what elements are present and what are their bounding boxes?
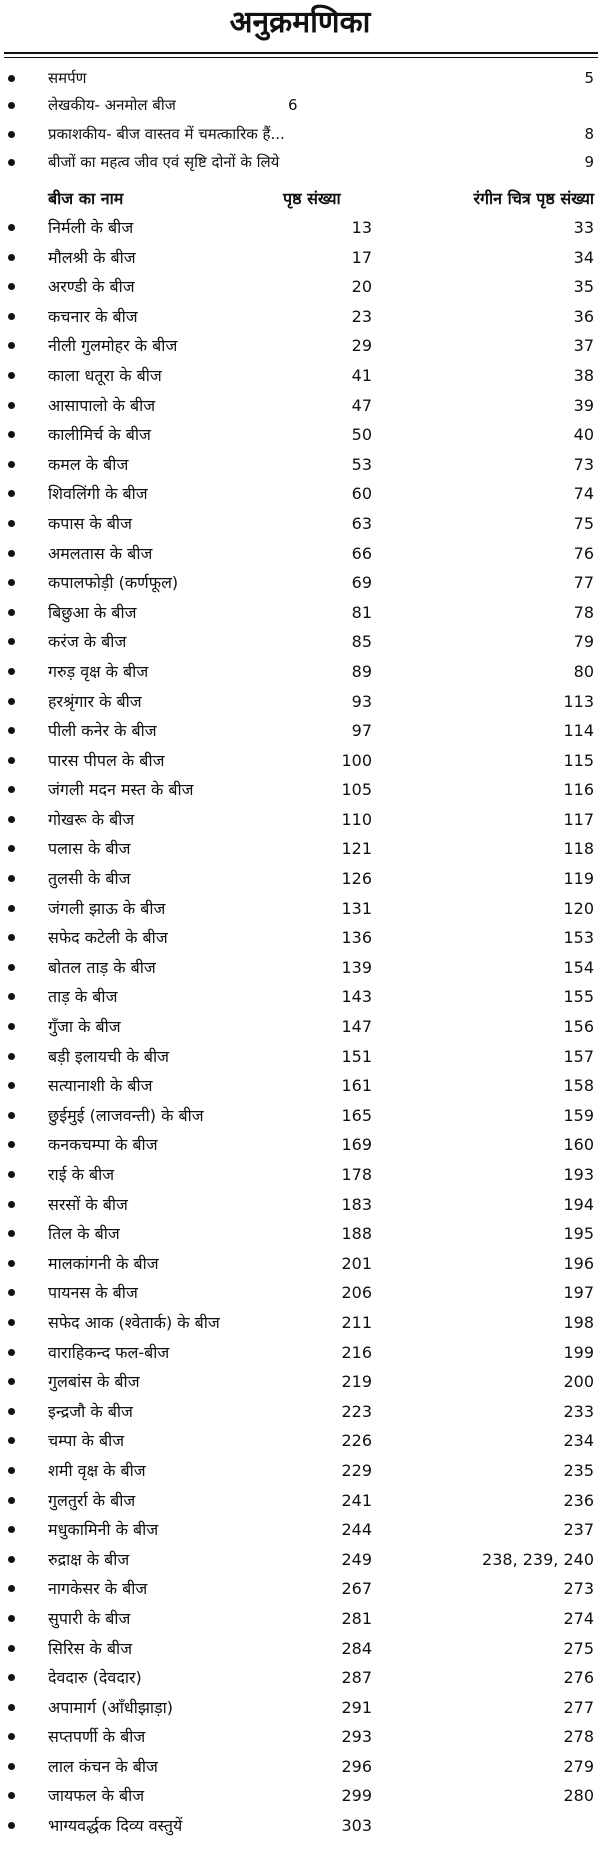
table-row — [0, 1101, 600, 1131]
color-page-number: 198 — [563, 1312, 594, 1332]
bullet-icon — [8, 698, 15, 705]
seed-name: पीली कनेर के बीज — [48, 721, 157, 741]
page-number: 89 — [351, 661, 372, 681]
seed-name: राई के बीज — [48, 1165, 115, 1184]
table-row — [0, 213, 600, 243]
bullet-icon — [8, 431, 15, 438]
seed-name: जंगली झाऊ के बीज — [48, 898, 166, 918]
column-header — [0, 184, 600, 214]
color-page-number: 157 — [563, 1046, 594, 1066]
table-row — [0, 598, 600, 628]
color-page-number: 200 — [563, 1372, 594, 1392]
seed-name: ताड़ के बीज — [48, 987, 118, 1007]
color-page-number: 155 — [563, 987, 594, 1007]
page-number: 100 — [341, 750, 372, 770]
color-page-number: 34 — [573, 247, 594, 267]
bullet-icon — [8, 1763, 15, 1770]
seed-name: सुपारी के बीज — [48, 1608, 131, 1628]
color-page-number: 113 — [563, 691, 594, 711]
seed-name: निर्मली के बीज — [48, 218, 134, 237]
front-matter-page: 9 — [584, 153, 594, 171]
page-number: 287 — [341, 1668, 372, 1688]
bullet-icon — [8, 638, 15, 645]
table-row — [0, 1367, 600, 1397]
color-page-number: 114 — [563, 721, 594, 741]
bullet-icon — [8, 1585, 15, 1592]
seed-name: रुद्राक्ष के बीज — [48, 1549, 130, 1569]
front-matter-page: 6 — [288, 96, 298, 114]
front-matter-label: लेखकीय- अनमोल बीज — [48, 96, 176, 114]
table-row — [0, 716, 600, 746]
bullet-icon — [8, 1319, 15, 1326]
seed-name: गुलतुर्रा के बीज — [48, 1490, 136, 1510]
bullet-icon — [8, 845, 15, 852]
color-page-number: 38 — [573, 365, 594, 385]
color-page-number: 116 — [563, 780, 594, 800]
seed-name: बड़ी इलायची के बीज — [48, 1046, 169, 1066]
seed-name: आसापालो के बीज — [48, 395, 156, 415]
color-page-number: 196 — [563, 1253, 594, 1273]
bullet-icon — [8, 1289, 15, 1296]
bullet-icon — [8, 1733, 15, 1740]
seed-name: पायनस के बीज — [48, 1283, 138, 1303]
color-page-number: 117 — [563, 809, 594, 829]
bullet-icon — [8, 668, 15, 675]
seed-name: वाराहिकन्द फल-बीज — [48, 1342, 170, 1362]
table-row — [0, 1278, 600, 1308]
table-row — [0, 805, 600, 835]
page-number: 13 — [351, 218, 372, 237]
table-row — [0, 1574, 600, 1604]
bullet-icon — [8, 786, 15, 793]
color-page-number: 156 — [563, 1017, 594, 1037]
page-number: 147 — [341, 1017, 372, 1037]
seed-name: तुलसी के बीज — [48, 869, 131, 889]
seed-name: अरण्डी के बीज — [48, 277, 135, 297]
front-matter-item — [0, 91, 600, 120]
page-number: 23 — [351, 306, 372, 326]
seed-name: शिवलिंगी के बीज — [48, 484, 148, 504]
bullet-icon — [8, 579, 15, 586]
color-page-number: 280 — [563, 1786, 594, 1806]
bullet-icon — [8, 75, 15, 82]
page-number: 126 — [341, 869, 372, 889]
bullet-icon — [8, 757, 15, 764]
seed-name: कपास के बीज — [48, 513, 132, 533]
color-page-number: 37 — [573, 336, 594, 356]
bullet-icon — [8, 905, 15, 912]
page-number: 139 — [341, 957, 372, 977]
table-row — [0, 1397, 600, 1427]
page-number: 299 — [341, 1786, 372, 1806]
table-row — [0, 982, 600, 1012]
page-number: 244 — [341, 1520, 372, 1540]
color-page-number: 160 — [563, 1135, 594, 1155]
seed-name: कालीमिर्च के बीज — [48, 425, 151, 445]
table-row — [0, 864, 600, 894]
column-header-name: बीज का नाम — [48, 189, 124, 208]
color-page-number: 199 — [563, 1342, 594, 1362]
bullet-icon — [8, 1023, 15, 1030]
front-matter-item — [0, 64, 600, 93]
bullet-icon — [8, 372, 15, 379]
seed-name: सफेद कटेली के बीज — [48, 928, 168, 948]
color-page-number: 234 — [563, 1431, 594, 1451]
color-page-number: 73 — [573, 454, 594, 474]
table-row — [0, 1752, 600, 1782]
bullet-icon — [8, 342, 15, 349]
page-number: 81 — [351, 602, 372, 622]
bullet-icon — [8, 993, 15, 1000]
table-row — [0, 1545, 600, 1575]
page-number: 201 — [341, 1253, 372, 1273]
table-row — [0, 1160, 600, 1190]
bullet-icon — [8, 283, 15, 290]
table-row — [0, 1515, 600, 1545]
color-page-number: 154 — [563, 957, 594, 977]
seed-name: सिरिस के बीज — [48, 1638, 133, 1658]
seed-name: पलास के बीज — [48, 839, 131, 859]
table-row — [0, 834, 600, 864]
color-page-number: 75 — [573, 513, 594, 533]
seed-name: देवदारु (देवदार) — [48, 1668, 142, 1688]
color-page-number: 74 — [573, 484, 594, 504]
bullet-icon — [8, 1497, 15, 1504]
page-number: 267 — [341, 1579, 372, 1599]
table-row — [0, 1693, 600, 1723]
seed-name: मौलश्री के बीज — [48, 247, 136, 267]
color-page-number: 195 — [563, 1224, 594, 1244]
page-number: 293 — [341, 1727, 372, 1747]
bullet-icon — [8, 727, 15, 734]
table-row — [0, 1338, 600, 1368]
table-row — [0, 539, 600, 569]
page-number: 183 — [341, 1194, 372, 1214]
page-number: 131 — [341, 898, 372, 918]
seed-name: हरश्रृंगार के बीज — [48, 691, 142, 711]
table-row — [0, 775, 600, 805]
color-page-number: 35 — [573, 277, 594, 297]
front-matter-label: प्रकाशकीय- बीज वास्तव में चमत्कारिक हैं... — [48, 125, 285, 143]
bullet-icon — [8, 816, 15, 823]
color-page-number: 118 — [563, 839, 594, 859]
table-row — [0, 1604, 600, 1634]
seed-name: जंगली मदन मस्त के बीज — [48, 780, 194, 800]
color-page-number: 40 — [573, 425, 594, 445]
bullet-icon — [8, 102, 15, 109]
seed-name: नागकेसर के बीज — [48, 1579, 148, 1599]
bullet-icon — [8, 461, 15, 468]
bullet-icon — [8, 1674, 15, 1681]
front-matter-page: 8 — [584, 125, 594, 143]
color-page-number: 197 — [563, 1283, 594, 1303]
color-page-number: 119 — [563, 869, 594, 889]
page-number: 188 — [341, 1224, 372, 1244]
bullet-icon — [8, 224, 15, 231]
bullet-icon — [8, 1615, 15, 1622]
table-row — [0, 361, 600, 391]
seed-name: जायफल के बीज — [48, 1786, 145, 1806]
bullet-icon — [8, 1467, 15, 1474]
color-page-number: 80 — [573, 661, 594, 681]
page-number: 69 — [351, 573, 372, 593]
seed-name: पारस पीपल के बीज — [48, 750, 165, 770]
table-row — [0, 1190, 600, 1220]
bullet-icon — [8, 1349, 15, 1356]
color-page-number: 279 — [563, 1756, 594, 1776]
color-page-number: 277 — [563, 1697, 594, 1717]
page-number: 97 — [351, 721, 372, 741]
seed-name: लाल कंचन के बीज — [48, 1756, 158, 1776]
seed-name: अमलतास के बीज — [48, 543, 153, 563]
table-row — [0, 1249, 600, 1279]
bullet-icon — [8, 159, 15, 166]
page-number: 143 — [341, 987, 372, 1007]
color-page-number: 237 — [563, 1520, 594, 1540]
color-page-number: 193 — [563, 1165, 594, 1184]
seed-name: बिछुआ के बीज — [48, 602, 137, 622]
page-number: 41 — [351, 365, 372, 385]
color-page-number: 273 — [563, 1579, 594, 1599]
page-number: 211 — [341, 1312, 372, 1332]
table-row — [0, 479, 600, 509]
seed-name: कपालफोड़ी (कर्णफूल) — [48, 573, 179, 593]
table-row — [0, 450, 600, 480]
bullet-icon — [8, 1053, 15, 1060]
seed-name: मालकांगनी के बीज — [48, 1253, 159, 1273]
table-row — [0, 1722, 600, 1752]
bullet-icon — [8, 1526, 15, 1533]
title-rule-thick — [4, 52, 598, 54]
table-row — [0, 302, 600, 332]
page-number: 284 — [341, 1638, 372, 1658]
color-page-number: 79 — [573, 632, 594, 652]
page-number: 281 — [341, 1608, 372, 1628]
page-number: 178 — [341, 1165, 372, 1184]
seed-name: मधुकामिनी के बीज — [48, 1520, 159, 1540]
page-number: 60 — [351, 484, 372, 504]
seed-name: कमल के बीज — [48, 454, 129, 474]
bullet-icon — [8, 1408, 15, 1415]
page-number: 219 — [341, 1372, 372, 1392]
page-number: 93 — [351, 691, 372, 711]
bullet-icon — [8, 1704, 15, 1711]
bullet-icon — [8, 1230, 15, 1237]
seed-name: सरसों के बीज — [48, 1194, 128, 1214]
page-number: 216 — [341, 1342, 372, 1362]
table-row — [0, 1811, 600, 1841]
table-row — [0, 331, 600, 361]
table-row — [0, 1486, 600, 1516]
seed-name: सफेद आक (श्वेतार्क) के बीज — [48, 1312, 220, 1332]
table-row — [0, 1219, 600, 1249]
page-number: 85 — [351, 632, 372, 652]
seed-name: भाग्यवर्द्धक दिव्य वस्तुयें — [48, 1816, 183, 1836]
page-title: अनुक्रमणिका — [229, 5, 371, 40]
bullet-icon — [8, 1378, 15, 1385]
color-page-number: 275 — [563, 1638, 594, 1658]
color-page-number: 77 — [573, 573, 594, 593]
bullet-icon — [8, 1822, 15, 1829]
front-matter-label: समर्पण — [48, 69, 87, 87]
table-row — [0, 391, 600, 421]
front-matter-page: 5 — [584, 69, 594, 87]
bullet-icon — [8, 1556, 15, 1563]
bullet-icon — [8, 1260, 15, 1267]
table-row — [0, 243, 600, 273]
seed-name: चम्पा के बीज — [48, 1431, 125, 1451]
table-row — [0, 1308, 600, 1338]
page-number: 47 — [351, 395, 372, 415]
bullet-icon — [8, 609, 15, 616]
page-number: 165 — [341, 1105, 372, 1125]
bullet-icon — [8, 131, 15, 138]
table-row — [0, 687, 600, 717]
bullet-icon — [8, 254, 15, 261]
table-row — [0, 746, 600, 776]
bullet-icon — [8, 1645, 15, 1652]
bullet-icon — [8, 520, 15, 527]
table-row — [0, 1634, 600, 1664]
page-number: 291 — [341, 1697, 372, 1717]
bullet-icon — [8, 875, 15, 882]
table-row — [0, 1042, 600, 1072]
page-number: 53 — [351, 454, 372, 474]
bullet-icon — [8, 934, 15, 941]
table-row — [0, 627, 600, 657]
bullet-icon — [8, 1201, 15, 1208]
table-row — [0, 923, 600, 953]
seed-name: बोतल ताड़ के बीज — [48, 957, 156, 977]
page-number: 169 — [341, 1135, 372, 1155]
table-row — [0, 1012, 600, 1042]
color-page-number: 115 — [563, 750, 594, 770]
color-page-number: 78 — [573, 602, 594, 622]
page-number: 110 — [341, 809, 372, 829]
color-page-number: 158 — [563, 1076, 594, 1096]
seed-name: कचनार के बीज — [48, 306, 138, 326]
bullet-icon — [8, 1171, 15, 1178]
front-matter-item — [0, 120, 600, 149]
table-row — [0, 1071, 600, 1101]
column-header-page: पृष्ठ संख्या — [283, 189, 341, 208]
bullet-icon — [8, 964, 15, 971]
page-number: 29 — [351, 336, 372, 356]
table-row — [0, 657, 600, 687]
seed-name: नीली गुलमोहर के बीज — [48, 336, 178, 356]
page-number: 206 — [341, 1283, 372, 1303]
color-page-number: 233 — [563, 1401, 594, 1421]
page-number: 20 — [351, 277, 372, 297]
page-number: 50 — [351, 425, 372, 445]
bullet-icon — [8, 1141, 15, 1148]
color-page-number: 238, 239, 240 — [482, 1549, 594, 1569]
bullet-icon — [8, 1437, 15, 1444]
page-number: 226 — [341, 1431, 372, 1451]
color-page-number: 153 — [563, 928, 594, 948]
color-page-number: 276 — [563, 1668, 594, 1688]
seed-entry-list — [0, 213, 600, 1841]
page-number: 151 — [341, 1046, 372, 1066]
seed-name: करंज के बीज — [48, 632, 127, 652]
color-page-number: 236 — [563, 1490, 594, 1510]
page-number: 223 — [341, 1401, 372, 1421]
color-page-number: 36 — [573, 306, 594, 326]
column-header-color-page: रंगीन चित्र पृष्ठ संख्या — [473, 189, 594, 208]
page-number: 105 — [341, 780, 372, 800]
page-number: 296 — [341, 1756, 372, 1776]
page-number: 229 — [341, 1460, 372, 1480]
front-matter-label: बीजों का महत्व जीव एवं सृष्टि दोनों के लिये — [48, 153, 280, 171]
color-page-number: 274 — [563, 1608, 594, 1628]
color-page-number: 159 — [563, 1105, 594, 1125]
table-row — [0, 894, 600, 924]
bullet-icon — [8, 490, 15, 497]
seed-name: काला धतूरा के बीज — [48, 365, 162, 385]
table-row — [0, 568, 600, 598]
table-row — [0, 1426, 600, 1456]
table-row — [0, 1663, 600, 1693]
seed-name: तिल के बीज — [48, 1224, 120, 1244]
seed-name: गुँजा के बीज — [48, 1017, 121, 1037]
page-number: 17 — [351, 247, 372, 267]
page-number: 249 — [341, 1549, 372, 1569]
bullet-icon — [8, 1112, 15, 1119]
color-page-number: 39 — [573, 395, 594, 415]
bullet-icon — [8, 1792, 15, 1799]
color-page-number: 278 — [563, 1727, 594, 1747]
seed-name: गरुड़ वृक्ष के बीज — [48, 661, 149, 681]
page-number: 303 — [341, 1816, 372, 1836]
seed-name: सप्तपर्णी के बीज — [48, 1727, 146, 1747]
bullet-icon — [8, 550, 15, 557]
table-row — [0, 509, 600, 539]
page-number: 136 — [341, 928, 372, 948]
seed-name: इन्द्रजौ के बीज — [48, 1401, 133, 1421]
page-number: 241 — [341, 1490, 372, 1510]
bullet-icon — [8, 313, 15, 320]
table-row — [0, 1130, 600, 1160]
table-row — [0, 1456, 600, 1486]
front-matter-item — [0, 148, 600, 177]
title-rule-thin — [4, 57, 598, 58]
page-number: 121 — [341, 839, 372, 859]
seed-name: गोखरू के बीज — [48, 809, 135, 829]
table-row — [0, 1781, 600, 1811]
table-row — [0, 953, 600, 983]
seed-name: कनकचम्पा के बीज — [48, 1135, 158, 1155]
page-number: 63 — [351, 513, 372, 533]
page-number: 66 — [351, 543, 372, 563]
page-number: 161 — [341, 1076, 372, 1096]
seed-name: शमी वृक्ष के बीज — [48, 1460, 146, 1480]
table-row — [0, 420, 600, 450]
bullet-icon — [8, 1082, 15, 1089]
color-page-number: 76 — [573, 543, 594, 563]
seed-name: छुईमुई (लाजवन्ती) के बीज — [48, 1105, 204, 1125]
seed-name: सत्यानाशी के बीज — [48, 1076, 153, 1096]
color-page-number: 194 — [563, 1194, 594, 1214]
color-page-number: 120 — [563, 898, 594, 918]
color-page-number: 235 — [563, 1460, 594, 1480]
seed-name: गुलबांस के बीज — [48, 1372, 140, 1392]
table-row — [0, 272, 600, 302]
bullet-icon — [8, 402, 15, 409]
seed-name: अपामार्ग (आँधीझाड़ा) — [48, 1697, 174, 1717]
color-page-number: 33 — [573, 218, 594, 237]
